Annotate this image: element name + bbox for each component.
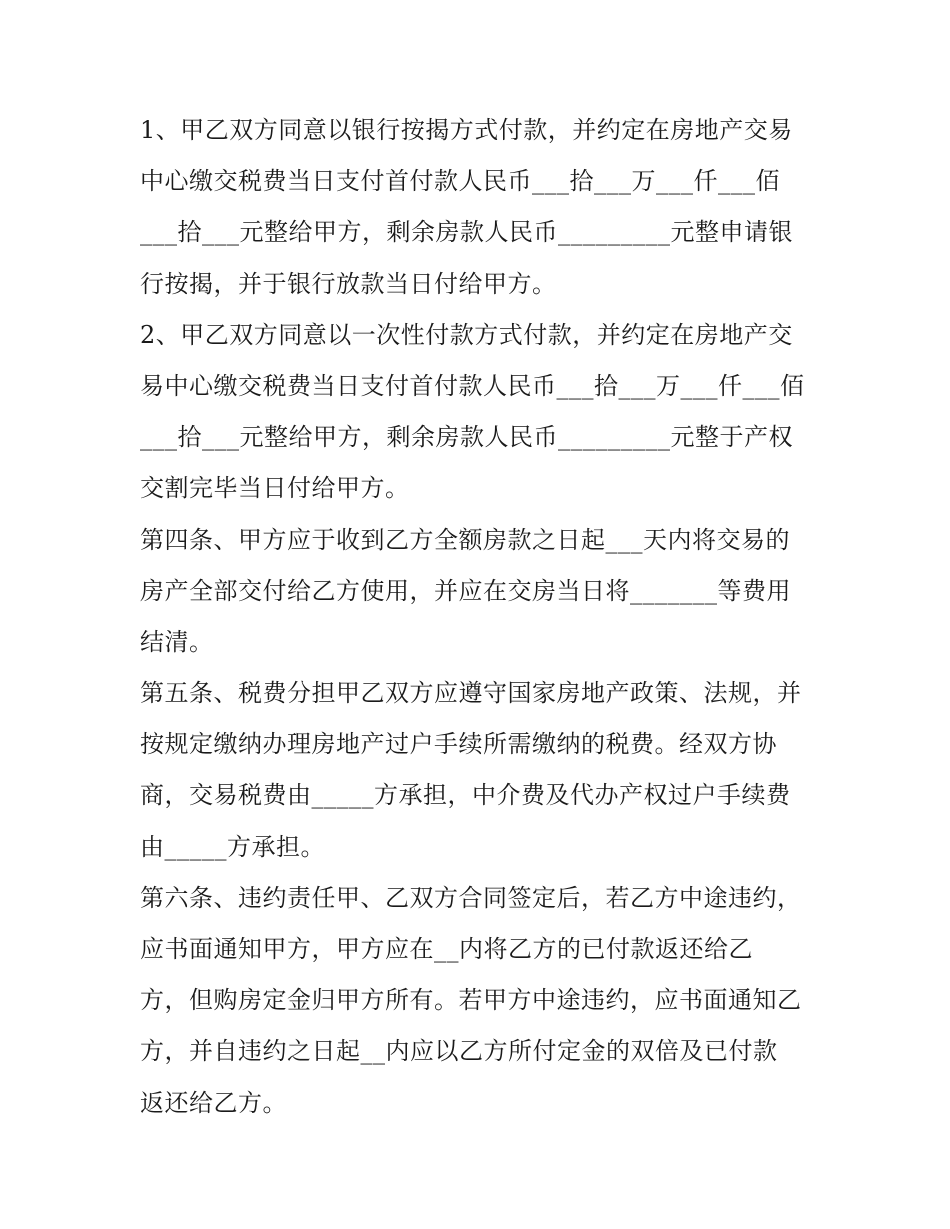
text-line: 返还给乙方。	[140, 1088, 287, 1117]
text-line: 按规定缴纳办理房地产过户手续所需缴纳的税费。经双方协	[140, 730, 777, 759]
text-line: 方，但购房定金归甲方所有。若甲方中途违约，应书面通知乙	[140, 986, 802, 1015]
text-line-article-5: 第五条、税费分担甲乙双方应遵守国家房地产政策、法规，并	[140, 679, 802, 708]
text-line: 中心缴交税费当日支付首付款人民币___拾___万___仟___佰	[140, 167, 780, 196]
text-line: 方，并自违约之日起__内应以乙方所付定金的双倍及已付款	[140, 1037, 778, 1066]
text-line-article-6: 第六条、违约责任甲、乙双方合同签定后，若乙方中途违约，	[140, 883, 802, 912]
text-line: 应书面通知甲方，甲方应在__内将乙方的已付款返还给乙	[140, 935, 753, 963]
text-line-payment-lump-sum: 2、甲乙双方同意以一次性付款方式付款，并约定在房地产交	[140, 320, 793, 349]
text-line: ___拾___元整给甲方，剩余房款人民币_________元整于产权	[140, 423, 793, 452]
text-line: 交割完毕当日付给甲方。	[140, 474, 410, 503]
text-line: ___拾___元整给甲方，剩余房款人民币_________元整申请银	[140, 218, 793, 247]
text-line-payment-mortgage: 1、甲乙双方同意以银行按揭方式付款，并约定在房地产交易	[140, 116, 793, 144]
text-line: 行按揭，并于银行放款当日付给甲方。	[140, 269, 557, 298]
text-line-article-4: 第四条、甲方应于收到乙方全额房款之日起___天内将交易的	[140, 525, 790, 554]
text-line: 结清。	[140, 627, 214, 656]
text-line: 商，交易税费由_____方承担，中介费及代办产权过户手续费	[140, 781, 791, 810]
text-line: 易中心缴交税费当日支付首付款人民币___拾___万___仟___佰	[140, 371, 805, 400]
text-line: 房产全部交付给乙方使用，并应在交房当日将_______等费用	[140, 576, 791, 605]
document-body	[140, 105, 820, 1129]
text-line: 由_____方承担。	[140, 832, 325, 861]
